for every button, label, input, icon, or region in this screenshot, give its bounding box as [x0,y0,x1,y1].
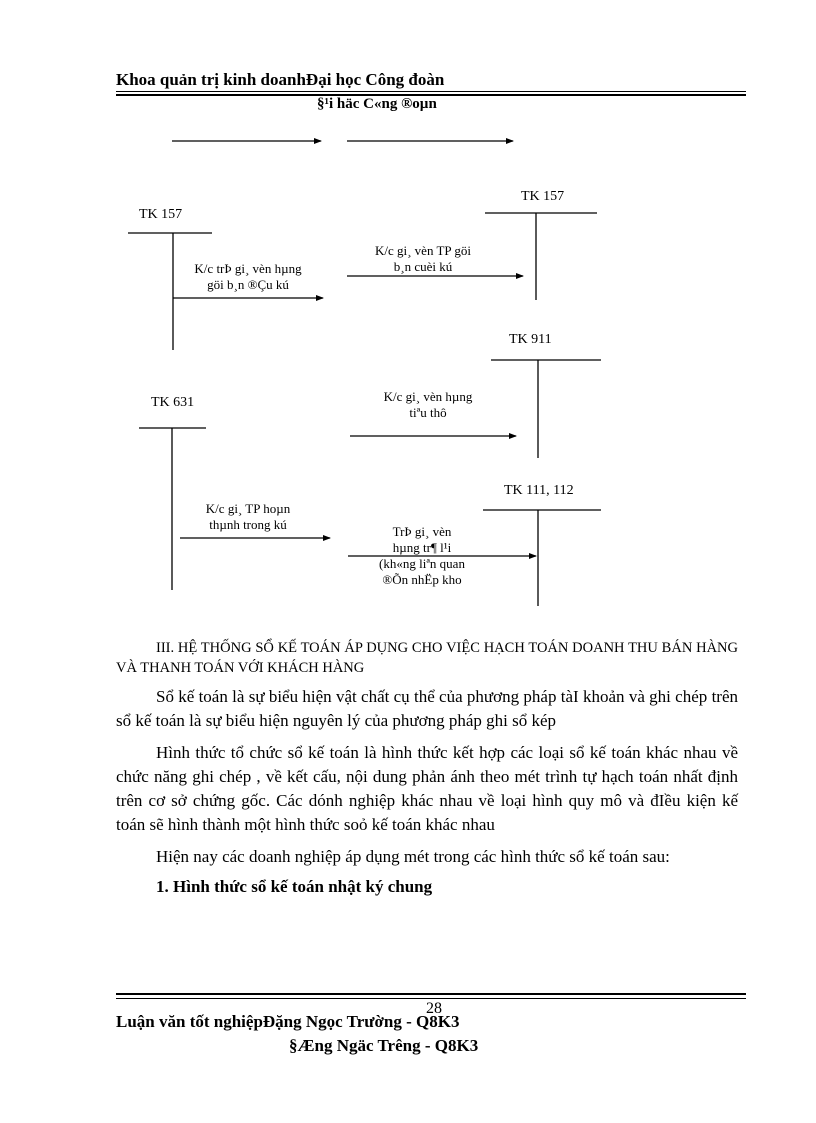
header-title: Khoa quản trị kinh doanhĐại học Công đoàn [116,70,445,89]
label-tra-lai-line4: ®Õn nhËp kho [382,572,462,587]
label-tieu-thu [358,389,498,421]
label-kc-dau-ky-line2: göi b¸n ®Çu kú [207,277,289,292]
tk631-label: TK 631 [151,395,195,410]
label-kc-dau-ky [178,261,318,293]
paragraph-3: Hiện nay các doanh nghiệp áp dụng mét trong các hình thức sổ kế toán sau: [156,847,670,866]
label-tra-lai-line3: (kh«ng liªn quan [379,556,465,571]
label-tra-lai-line2: hµng tr¶ l¹i [392,540,452,555]
label-kc-cuoi-ky-line1: K/c gi¸ vèn TP göi [374,243,472,258]
label-tieu-thu-line2: tiªu thô [409,405,447,420]
footer-title: Luận văn tốt nghiệpĐặng Ngọc Trường - Q8K3 [116,1012,460,1031]
page-number: 28 [426,1000,442,1017]
tk111-label: TK 111, 112 [504,483,574,498]
tk157-left-label: TK 157 [139,207,183,222]
section-heading: III. HỆ THỐNG SỔ KẾ TOÁN ÁP DỤNG CHO VIỆC HẠCH TOÁN DOANH THU BÁN HÀNG VÀ THANH TOÁN VỚI KHÁCH HÀNG [116,640,738,676]
paragraph-2: Hình thức tổ chức sổ kế toán là hình thức kết hợp các loại sổ kế toán khác nhau về chức năng ghi chép , về kết cấu, nội dung phản ánh theo mét trình tự hạch toán nhất định trên cơ sở chứng gốc. Các dónh nghiệp khác nhau về loại hình quy mô và đIều kiện kế toán sẽ hình thành một hình thức soỏ kế toán khác nhau [116,743,738,834]
paragraph-1: Sổ kế toán là sự biểu hiện vật chất cụ thể của phương pháp tàI khoản và ghi chép trên sổ kế toán là sự biểu hiện nguyên lý của phương pháp ghi sổ kép [116,687,738,730]
label-kc-cuoi-ky [353,243,493,275]
body-text [116,685,738,899]
footer-rule-top [116,993,746,995]
label-kc-cuoi-ky-line2: b¸n cuèi kú [393,259,453,274]
footer-subtitle: §Æng Ngäc Trêng - Q8K3 [289,1036,479,1055]
header-subtitle: §¹i häc C«ng ®oµn [317,96,437,112]
label-tp-hoan-thanh-line2: thµnh trong kú [209,517,287,532]
label-tp-hoan-thanh-line1: K/c gi¸ TP hoµn [205,501,291,516]
label-tra-lai-line1: TrÞ gi¸ vèn [392,524,452,539]
label-tp-hoan-thanh [178,501,318,533]
tk157-right-label: TK 157 [521,189,565,204]
tk911-label: TK 911 [509,332,552,347]
label-tra-lai [352,524,492,588]
footer-rule-bottom [116,998,746,999]
label-tieu-thu-line1: K/c gi¸ vèn hµng [383,389,473,404]
label-kc-dau-ky-line1: K/c trÞ gi¸ vèn hµng [194,261,302,276]
subheading: 1. Hình thức sổ kế toán nhật ký chung [156,877,433,896]
